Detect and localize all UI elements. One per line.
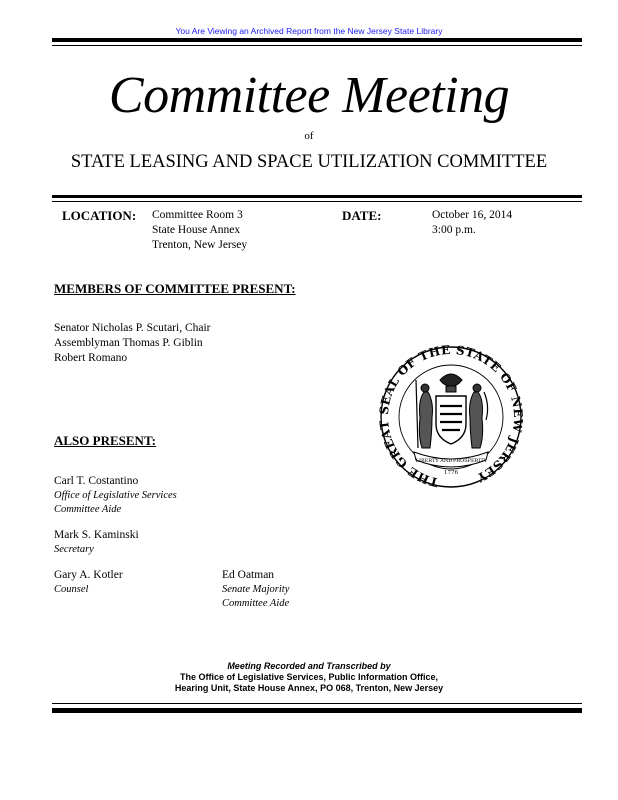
date-block [432, 208, 512, 238]
seal-banner-right: PROSPERITY [452, 458, 488, 464]
date-line: 3:00 p.m. [432, 224, 476, 236]
members-list [54, 321, 211, 366]
person-role: Office of Legislative Services [54, 490, 177, 501]
location-line: Trenton, New Jersey [152, 239, 248, 251]
person-role: Senate Majority [222, 584, 290, 595]
members-heading: MEMBERS OF COMMITTEE PRESENT: [54, 281, 296, 296]
footer-line: Hearing Unit, State House Annex, PO 068, Trenton, New Jersey [174, 683, 444, 693]
person-role: Secretary [54, 544, 94, 555]
committee-name: STATE LEASING AND SPACE UTILIZATION COMMITTEE [70, 152, 548, 172]
seal-icon [378, 340, 524, 510]
person-costantino [54, 474, 177, 517]
of-text: of [304, 130, 314, 142]
person-role: Committee Aide [222, 598, 290, 609]
person-kaminski [54, 528, 139, 557]
location-line: Committee Room 3 [152, 209, 243, 221]
footer-line: Meeting Recorded and Transcribed by [227, 661, 391, 671]
person-oatman [222, 568, 289, 611]
location-label: LOCATION: [62, 208, 137, 223]
date-line: October 16, 2014 [432, 209, 513, 221]
page-title: Committee Meeting [108, 67, 510, 124]
top-rule-thick [52, 38, 582, 42]
person-role: Committee Aide [54, 504, 122, 515]
person-name: Gary A. Kotler [54, 569, 123, 581]
bottom-rule-thick [52, 708, 582, 713]
footer-line: The Office of Legislative Services, Public Information Office, [179, 672, 439, 682]
person-name: Carl T. Costantino [54, 475, 139, 487]
person-role: Counsel [54, 584, 89, 595]
member-name: Senator Nicholas P. Scutari, Chair [54, 322, 211, 334]
also-present-heading: ALSO PRESENT: [54, 433, 156, 448]
archive-banner: You Are Viewing an Archived Report from the New Jersey State Library [175, 26, 443, 36]
person-kotler [54, 568, 123, 597]
person-name: Mark S. Kaminski [54, 529, 139, 541]
mid-rule-thin [52, 201, 582, 202]
seal-year: 1776 [444, 470, 458, 476]
state-seal [378, 340, 524, 510]
seal-ring-text: THE GREAT SEAL OF THE STATE OF NEW JERSEY [378, 342, 524, 490]
person-name: Ed Oatman [222, 569, 275, 581]
top-rule-thin [52, 45, 582, 46]
date-label: DATE: [342, 208, 382, 223]
seal-emblem [414, 374, 488, 467]
footer-transcription [0, 661, 618, 694]
mid-rule-thick [52, 195, 582, 198]
bottom-rule-thin [52, 703, 582, 704]
seal-banner-left: LIBERTY AND [415, 458, 453, 464]
location-block [152, 208, 247, 253]
location-line: State House Annex [152, 224, 241, 236]
member-name: Robert Romano [54, 352, 128, 364]
member-name: Assemblyman Thomas P. Giblin [54, 337, 203, 349]
